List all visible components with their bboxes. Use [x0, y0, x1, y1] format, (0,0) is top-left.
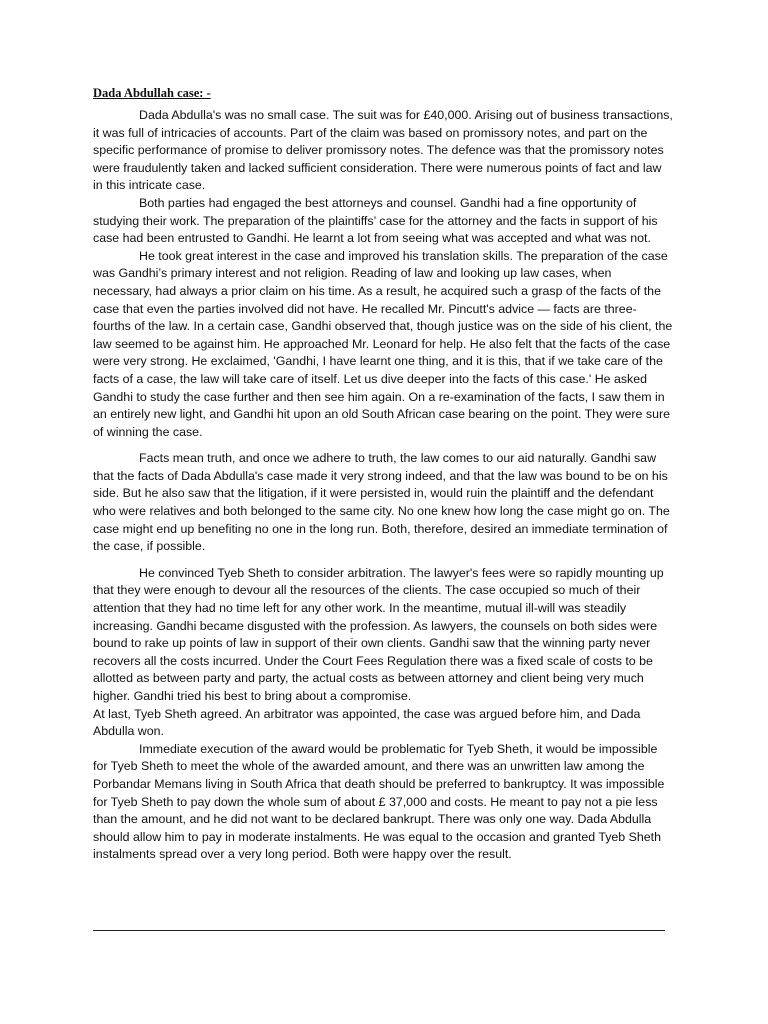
- paragraph-attorneys: Both parties had engaged the best attorneys and counsel. Gandhi had a fine opportunity of studying their work. The preparation of the plaintiffs’ case for the attorney and the facts in support of his case had been entrusted to Gandhi. He learnt a lot from seeing what was accepted and what was not.: [93, 195, 658, 246]
- paragraph-instalments: Immediate execution of the award would be problematic for Tyeb Sheth, it would be impossible for Tyeb Sheth to meet the whole of the awarded amount, and there was an unwritten law among the Porbandar Memans living in South Africa that death should be preferred to bankruptcy. It was impossible for Tyeb Sheth to pay down the whole sum of about £ 37,000 and costs. He meant to pay not a pie less than the amount, and he did not want to be declared bankrupt. There was only one way. Dada Abdulla should allow him to pay in moderate instalments. He was equal to the occasion and granted Tyeb Sheth instalments spread over a very long period. Both were happy over the result.: [93, 741, 665, 862]
- paragraph-facts-of-law: He took great interest in the case and improved his translation skills. The preparation of the case was Gandhi’s primary interest and not religion. Reading of law and looking up law cases, when necessary, had always a prior claim on his time. As a result, he acquired such a grasp of the facts of the case that even the parties involved did not have. He recalled Mr. Pincutt's advice — facts are three-fourths of the law. In a certain case, Gandhi observed that, though justice was on the side of his client, the law seemed to be against him. He approached Mr. Leonard for help. He also felt that the facts of the case were very strong. He exclaimed, 'Gandhi, I have learnt one thing, and it is this, that if we take care of the facts of a case, the law will take care of itself. Let us dive deeper into the facts of this case.' He asked Gandhi to study the case further and then see him again. On a re-examination of the facts, I saw them in an entirely new light, and Gandhi hit upon an old South African case bearing on the point. They were sure of winning the case.: [93, 248, 673, 439]
- paragraph-suit-overview: Dada Abdulla's was no small case. The suit was for £40,000. Arising out of business transactions, it was full of intricacies of accounts. Part of the claim was based on promissory notes, and part on the specific performance of promise to deliver promissory notes. The defence was that the promissory notes were fraudulently taken and lacked sufficient consideration. There were numerous points of fact and law in this intricate case.: [93, 108, 673, 193]
- paragraph-arbitration: He convinced Tyeb Sheth to consider arbitration. The lawyer's fees were so rapidly mounting up that they were enough to devour all the resources of the clients. The case occupied so much of their attention that they had no time left for any other work. In the meantime, mutual ill-will was steadily increasing. Gandhi became disgusted with the profession. As lawyers, the counsels on both sides were bound to rake up points of law in support of their own clients. Gandhi saw that the winning party never recovers all the costs incurred. Under the Court Fees Regulation there was a fixed scale of costs to be allotted as between party and party, the actual costs as between attorney and client being very much higher. Gandhi tried his best to bring about a compromise.: [93, 565, 664, 703]
- paragraph-arbitrator-appointed: At last, Tyeb Sheth agreed. An arbitrator was appointed, the case was argued before him, and Dada Abdulla won.: [93, 706, 641, 739]
- document-body: [93, 85, 673, 864]
- bottom-rule: [93, 930, 665, 931]
- section-heading: Dada Abdullah case: -: [93, 86, 211, 100]
- paragraph-truth: Facts mean truth, and once we adhere to truth, the law comes to our aid naturally. Gandhi saw that the facts of Dada Abdulla's case made it very strong indeed, and that the law was bound to be on his side. But he also saw that the litigation, if it were persisted in, would ruin the plaintiff and the defendant who were relatives and both belonged to the same city. No one knew how long the case might go on. The case might end up benefiting no one in the long run. Both, therefore, desired an immediate termination of the case, if possible.: [93, 451, 670, 554]
